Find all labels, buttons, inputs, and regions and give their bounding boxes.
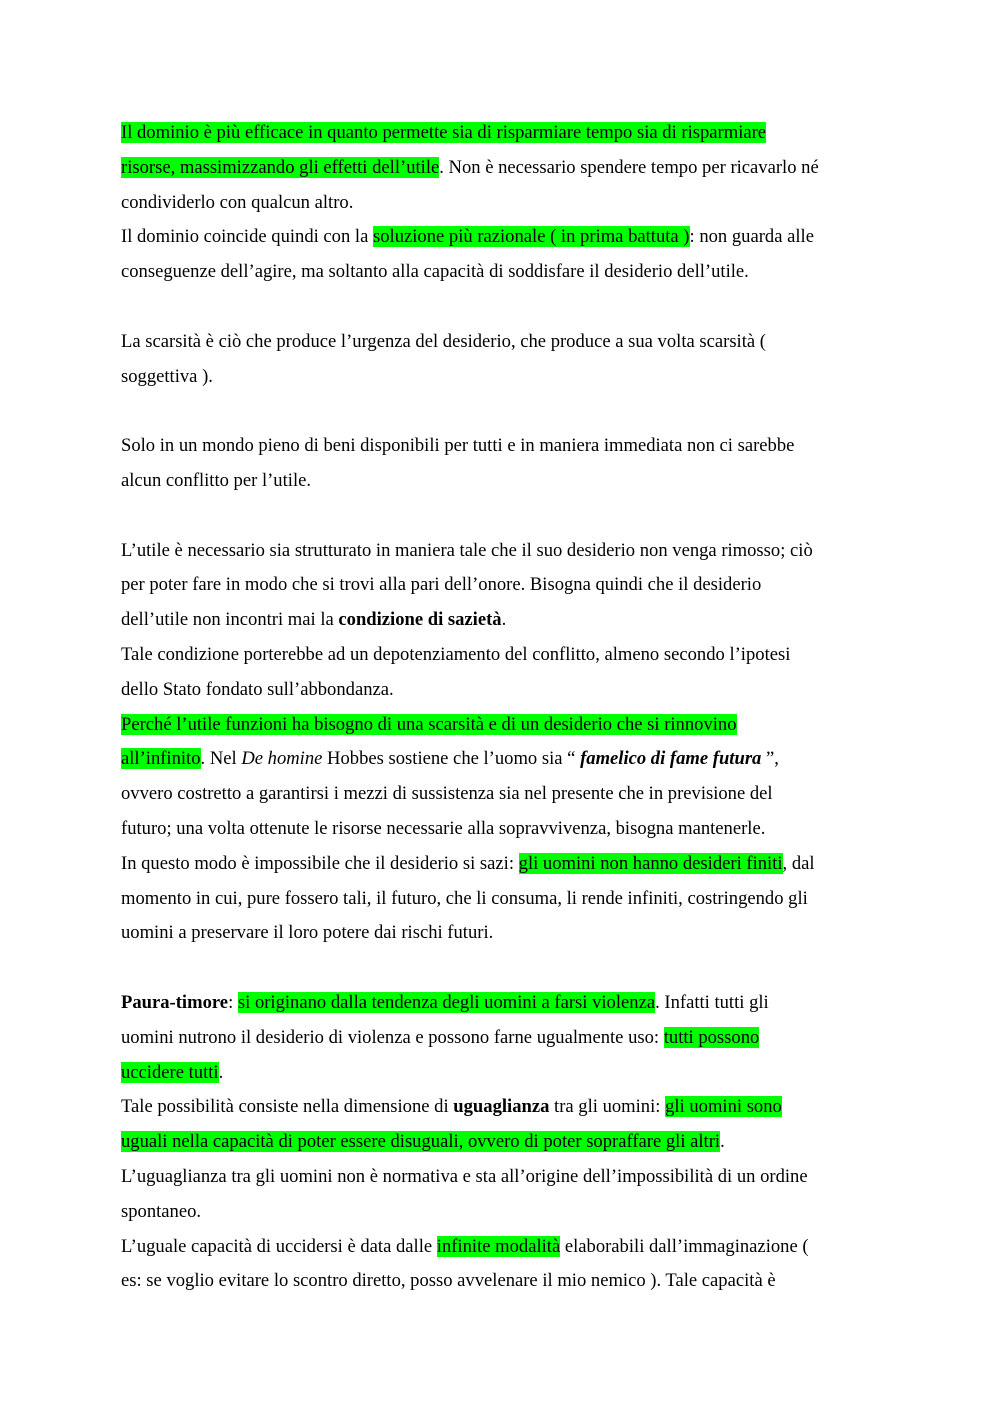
text-run: . bbox=[501, 609, 507, 631]
bold-italic-quote: famelico di fame futura bbox=[580, 748, 762, 770]
text-run: tra gli uomini: bbox=[549, 1096, 666, 1118]
bold-term: condizione di sazietà bbox=[338, 609, 502, 631]
blank-line bbox=[121, 499, 891, 534]
text-line bbox=[121, 534, 891, 569]
text-run: per poter fare in modo che si trovi alla pari dell’onore. Bisogna quindi che il desiderio bbox=[121, 574, 762, 596]
text-run: Tale possibilità consiste nella dimensione di bbox=[121, 1096, 454, 1118]
text-line bbox=[121, 325, 891, 360]
text-run: L’uguale capacità di uccidersi è data dalle bbox=[121, 1235, 437, 1257]
text-line bbox=[121, 464, 891, 499]
highlight: uccidere tutti bbox=[121, 1061, 219, 1083]
highlight: infinite modalità bbox=[436, 1235, 561, 1257]
highlight: Perché l’utile funzioni ha bisogno di una scarsità e di un desiderio che si rinnovino bbox=[121, 713, 737, 735]
text-run: : bbox=[228, 991, 238, 1013]
text-line bbox=[121, 116, 891, 151]
text-run: L’uguaglianza tra gli uomini non è normativa e sta all’origine dell’impossibilità di un ordine bbox=[121, 1165, 808, 1187]
bold-term: uguaglianza bbox=[453, 1096, 550, 1118]
text-run: L’utile è necessario sia strutturato in maniera tale che il suo desiderio non venga rimosso; ciò bbox=[121, 539, 813, 561]
text-line bbox=[121, 777, 891, 812]
text-run: , dal bbox=[782, 852, 815, 874]
text-line bbox=[121, 1195, 891, 1230]
text-run: . bbox=[720, 1131, 725, 1153]
text-run: condividerlo con qualcun altro. bbox=[121, 191, 354, 213]
text-line bbox=[121, 812, 891, 847]
highlight: all’infinito bbox=[121, 748, 201, 770]
text-line bbox=[121, 255, 891, 290]
text-line bbox=[121, 986, 891, 1021]
text-run: La scarsità è ciò che produce l’urgenza del desiderio, che produce a sua volta scarsità ( bbox=[121, 330, 766, 352]
text-line bbox=[121, 742, 891, 777]
text-run: Il dominio coincide quindi con la bbox=[121, 226, 373, 248]
text-run: . Infatti tutti gli bbox=[655, 991, 769, 1013]
highlight: uguali nella capacità di poter essere disuguali, ovvero di poter sopraffare gli altri bbox=[121, 1131, 721, 1153]
text-line bbox=[121, 220, 891, 255]
text-line bbox=[121, 360, 891, 395]
text-run: alcun conflitto per l’utile. bbox=[121, 469, 312, 491]
text-run: elaborabili dall’immaginazione ( bbox=[560, 1235, 809, 1257]
text-line bbox=[121, 151, 891, 186]
text-run: : non guarda alle bbox=[689, 226, 814, 248]
text-line bbox=[121, 1264, 891, 1299]
text-run: . bbox=[218, 1061, 224, 1083]
text-run: Solo in un mondo pieno di beni disponibili per tutti e in maniera immediata non ci sarebbe bbox=[121, 435, 795, 457]
blank-line bbox=[121, 394, 891, 429]
text-line bbox=[121, 1056, 891, 1091]
text-run: dell’utile non incontri mai la bbox=[121, 609, 339, 631]
text-run: spontaneo. bbox=[121, 1200, 202, 1222]
text-run: futuro; una volta ottenute le risorse necessarie alla sopravvivenza, bisogna mantenerle. bbox=[121, 817, 766, 839]
highlight: gli uomini non hanno desideri finiti bbox=[518, 852, 783, 874]
text-line bbox=[121, 673, 891, 708]
blank-line bbox=[121, 290, 891, 325]
text-line bbox=[121, 186, 891, 221]
highlight: soluzione più razionale ( in prima battuta ) bbox=[373, 226, 690, 248]
text-line bbox=[121, 638, 891, 673]
text-run: es: se voglio evitare lo scontro diretto, posso avvelenare il mio nemico ). Tale capacità è bbox=[121, 1270, 776, 1292]
text-run: ovvero costretto a garantirsi i mezzi di sussistenza sia nel presente che in previsione del bbox=[121, 783, 773, 805]
text-line bbox=[121, 882, 891, 917]
bold-term: Paura-timore bbox=[121, 991, 229, 1013]
text-line bbox=[121, 1021, 891, 1056]
text-line bbox=[121, 847, 891, 882]
text-run: momento in cui, pure fossero tali, il futuro, che li consuma, li rende infiniti, costringendo gli bbox=[121, 887, 808, 909]
text-run: uomini nutrono il desiderio di violenza e possono farne ugualmente uso: bbox=[121, 1026, 664, 1048]
text-line bbox=[121, 1230, 891, 1265]
blank-line bbox=[121, 951, 891, 986]
text-run: . Non è necessario spendere tempo per ricavarlo né bbox=[439, 156, 819, 178]
text-run: ”, bbox=[761, 748, 779, 770]
text-run: uomini a preservare il loro potere dai rischi futuri. bbox=[121, 922, 494, 944]
text-run: . Nel bbox=[200, 748, 242, 770]
text-line bbox=[121, 429, 891, 464]
text-line bbox=[121, 1125, 891, 1160]
highlight: tutti possono bbox=[663, 1026, 760, 1048]
highlight: gli uomini sono bbox=[665, 1096, 782, 1118]
document-page bbox=[121, 116, 891, 1299]
highlight: risorse, massimizzando gli effetti dell’utile bbox=[121, 156, 440, 178]
text-line bbox=[121, 603, 891, 638]
text-run: dello Stato fondato sull’abbondanza. bbox=[121, 678, 394, 700]
text-line bbox=[121, 916, 891, 951]
highlight: si originano dalla tendenza degli uomini a farsi violenza bbox=[237, 991, 656, 1013]
text-run: Tale condizione porterebbe ad un depotenziamento del conflitto, almeno secondo l’ipotesi bbox=[121, 643, 791, 665]
text-run: Hobbes sostiene che l’uomo sia “ bbox=[322, 748, 581, 770]
text-line bbox=[121, 1090, 891, 1125]
text-line bbox=[121, 1160, 891, 1195]
italic-title: De homine bbox=[241, 748, 323, 770]
text-line bbox=[121, 708, 891, 743]
text-line bbox=[121, 568, 891, 603]
text-run: In questo modo è impossibile che il desiderio si sazi: bbox=[121, 852, 519, 874]
text-run: conseguenze dell’agire, ma soltanto alla capacità di soddisfare il desiderio dell’utile. bbox=[121, 261, 749, 283]
text-run: soggettiva ). bbox=[121, 365, 213, 387]
highlight: Il dominio è più efficace in quanto permette sia di risparmiare tempo sia di risparmiare bbox=[121, 122, 767, 143]
